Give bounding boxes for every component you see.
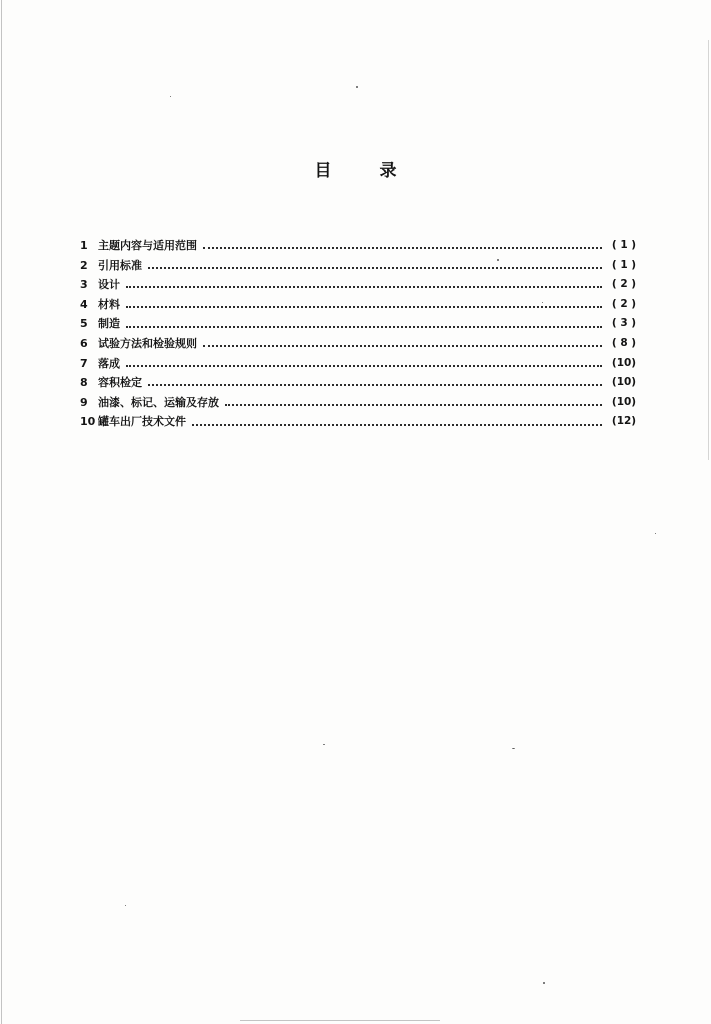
toc-entry-number: 2 xyxy=(80,258,88,272)
toc-entry[interactable] xyxy=(80,314,640,334)
toc-leader-dots xyxy=(225,403,602,406)
toc-entry[interactable] xyxy=(80,393,640,413)
scan-speck xyxy=(170,96,171,97)
toc-leader-dots xyxy=(126,305,602,308)
page-title xyxy=(0,156,711,181)
toc-entry[interactable] xyxy=(80,295,640,315)
toc-entry-page: ( 2 ) xyxy=(611,297,637,310)
toc-entry[interactable] xyxy=(80,354,640,374)
toc-leader-dots xyxy=(192,423,602,426)
table-of-contents xyxy=(80,236,640,432)
toc-entry[interactable] xyxy=(80,275,640,295)
toc-leader-dots xyxy=(126,325,602,328)
scan-speck xyxy=(356,86,358,88)
toc-entry-number: 8 xyxy=(80,376,88,390)
toc-entry[interactable] xyxy=(80,412,640,432)
scan-speck xyxy=(512,748,515,749)
toc-entry-title: 主题内容与适用范围 xyxy=(98,239,197,252)
toc-entry[interactable] xyxy=(80,256,640,276)
toc-entry-page: ( 2 ) xyxy=(611,278,637,291)
toc-entry-title: 落成 xyxy=(98,356,120,370)
toc-entry-title: 设计 xyxy=(98,278,120,292)
toc-entry-title: 容积检定 xyxy=(98,376,142,390)
scan-edge-bottom xyxy=(240,1020,440,1021)
toc-leader-dots xyxy=(203,246,602,249)
toc-leader-dots xyxy=(126,364,602,367)
toc-entry-title: 试验方法和检验规则 xyxy=(98,336,197,350)
toc-entry-title: 罐车出厂技术文件 xyxy=(98,415,186,429)
toc-entry-number: 9 xyxy=(80,395,88,409)
toc-entry[interactable] xyxy=(80,334,640,354)
scan-speck xyxy=(543,982,545,984)
toc-leader-dots xyxy=(148,266,602,269)
toc-leader-dots xyxy=(148,383,602,386)
title-char-2: 录 xyxy=(379,161,397,181)
toc-entry-page: ( 3 ) xyxy=(611,317,637,330)
toc-entry-page: (10) xyxy=(611,395,637,408)
toc-entry-number: 7 xyxy=(80,356,88,370)
scan-speck xyxy=(125,905,126,906)
toc-entry-page: ( 8 ) xyxy=(611,336,637,349)
toc-entry[interactable] xyxy=(80,373,640,393)
toc-entry-number: 10 xyxy=(80,415,96,429)
toc-entry-number: 3 xyxy=(80,278,88,292)
scan-edge-right xyxy=(708,40,709,460)
toc-entry-number: 1 xyxy=(80,239,88,252)
toc-entry-number: 6 xyxy=(80,336,88,350)
toc-entry-page: (12) xyxy=(611,415,637,428)
toc-entry-page: ( 1 ) xyxy=(611,258,637,271)
toc-entry[interactable] xyxy=(80,236,640,256)
toc-entry-number: 5 xyxy=(80,317,88,331)
toc-entry-number: 4 xyxy=(80,297,88,311)
toc-entry-title: 油漆、标记、运输及存放 xyxy=(98,395,219,409)
toc-entry-page: (10) xyxy=(611,356,637,369)
scan-edge-left xyxy=(1,0,2,1024)
scan-speck xyxy=(655,533,656,534)
title-char-1: 目 xyxy=(314,161,332,181)
toc-entry-page: ( 1 ) xyxy=(611,239,637,251)
toc-entry-title: 材料 xyxy=(98,297,120,311)
toc-leader-dots xyxy=(126,285,602,288)
toc-entry-page: (10) xyxy=(611,376,637,389)
scan-speck xyxy=(323,744,325,745)
toc-entry-title: 引用标准 xyxy=(98,258,142,272)
toc-leader-dots xyxy=(203,344,602,347)
toc-entry-title: 制造 xyxy=(98,317,120,331)
